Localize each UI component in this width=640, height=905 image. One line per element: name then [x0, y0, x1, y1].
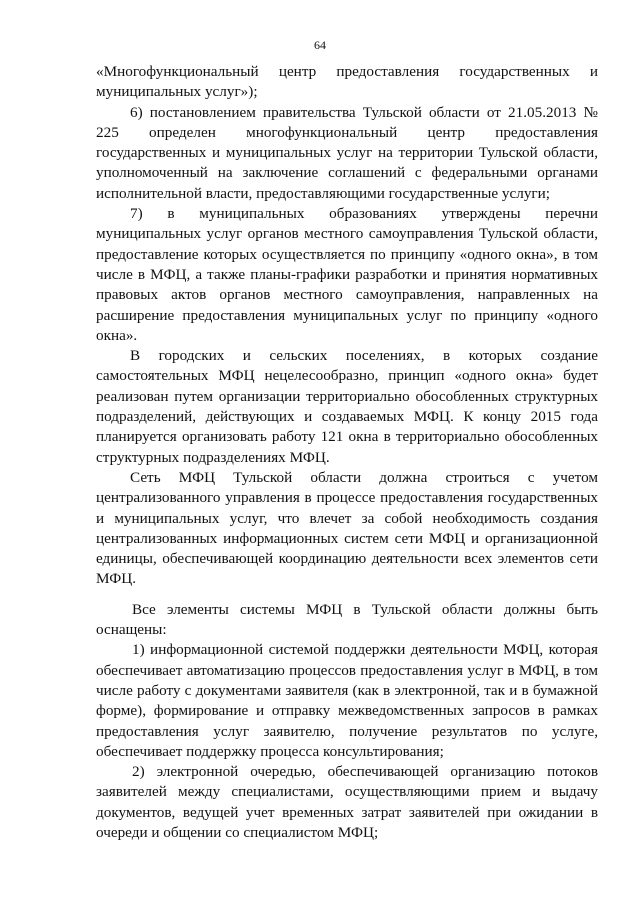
paragraph-mfc-name: «Многофункциональный центр предоставления государственных и муниципальных услуг»);	[96, 63, 598, 101]
paragraph-item-7: 7) в муниципальных образованиях утверждены перечни муниципальных услуг органов местного самоуправления Тульской области, предоставление которых осуществляется по принципу «одного окна», в том числе в МФЦ, а также планы-графики разработки и принятия нормативных правовых актов органов местного самоуправления, направленных на расширение предоставления муниципальных услуг по принципу «одного окна».	[96, 205, 598, 344]
document-body	[96, 62, 598, 843]
paragraph-equipment-item-2: 2) электронной очередью, обеспечивающей организацию потоков заявителей между специалистами, осуществляющими прием и выдачу документов, ведущей учет временных затрат заявителей при ожидании в очереди и общении со специалистом МФЦ;	[96, 763, 598, 841]
paragraph-equipment-intro: Все элементы системы МФЦ в Тульской области должны быть оснащены:	[96, 600, 598, 639]
paragraph-settlements: В городских и сельских поселениях, в которых создание самостоятельных МФЦ нецелесообразно, принцип «одного окна» будет реализован путем организации территориально обособленных структурных подразделений, действующих и создаваемых МФЦ. К концу 2015 года планируется организовать работу 121 окна в территориально обособленных структурных подразделениях МФЦ.	[96, 347, 598, 466]
paragraph-equipment-item-1: 1) информационной системой поддержки деятельности МФЦ, которая обеспечивает автоматизацию процессов предоставления услуг в МФЦ, в том числе работу с документами заявителя (как в электронной, так и в бумажной форме), формирование и отправку межведомственных запросов в рамках предоставления услуг заявителю, получение результатов по услуге, обеспечивает поддержку процесса консультирования;	[96, 641, 598, 760]
paragraph-mfc-network: Сеть МФЦ Тульской области должна строиться с учетом централизованного управления в процессе предоставления государственных и муниципальных услуг, что влечет за собой необходимость создания централизованных информационных систем сети МФЦ и организационной единицы, обеспечивающей координацию деятельности всех элементов сети МФЦ.	[96, 468, 598, 588]
page-number: 64	[314, 38, 326, 52]
paragraph-item-6: 6) постановлением правительства Тульской области от 21.05.2013 № 225 определен многофункциональный центр предоставления государственных и муниципальных услуг на территории Тульской области, уполномоченный на заключение соглашений с федеральными органами исполнительной власти, предоставляющими государственные услуги;	[96, 103, 598, 202]
